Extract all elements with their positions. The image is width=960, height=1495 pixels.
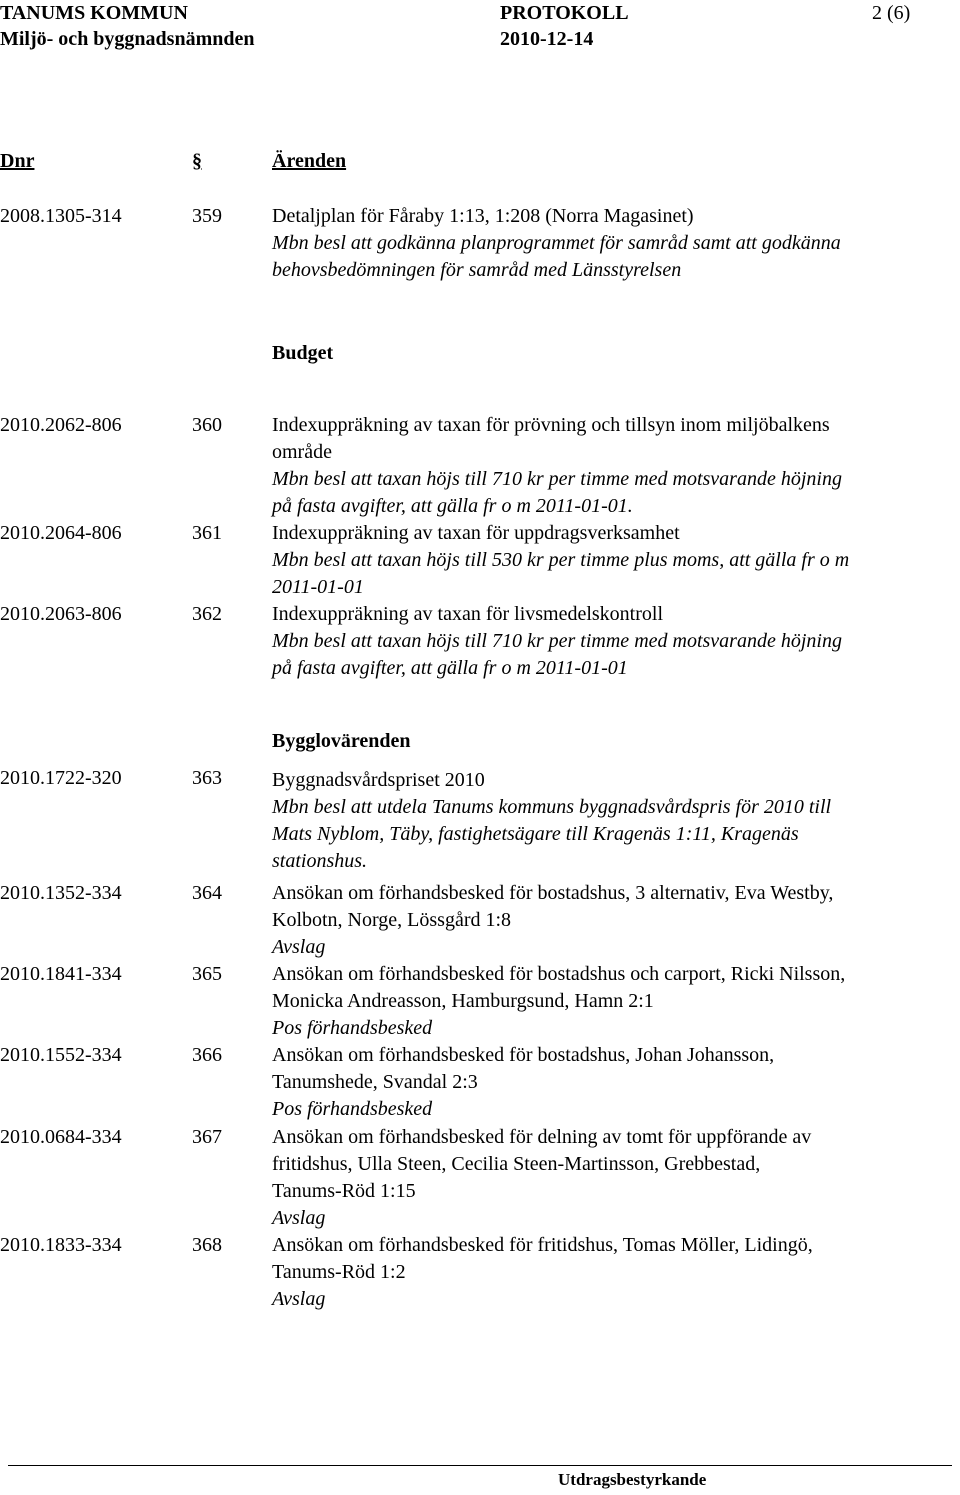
item-title: Tanums-Röd 1:2 — [272, 1261, 406, 1283]
footer-divider — [8, 1465, 952, 1466]
item-dnr: 2010.1841-334 — [0, 963, 122, 985]
item-dnr: 2010.1552-334 — [0, 1044, 122, 1066]
item-decision: Mbn besl att taxan höjs till 710 kr per timme med motsvarande höjning — [272, 468, 842, 490]
item-decision: stationshus. — [272, 850, 368, 872]
item-number: 364 — [192, 882, 222, 904]
item-decision: 2011-01-01 — [272, 576, 364, 598]
item-text — [272, 412, 960, 520]
item-number: 368 — [192, 1234, 222, 1256]
item-text — [272, 1232, 960, 1313]
item-decision: Avslag — [272, 936, 326, 958]
item-dnr: 2010.2062-806 — [0, 414, 122, 436]
item-title: Ansökan om förhandsbesked för bostadshus, 3 alternativ, Eva Westby, — [272, 882, 834, 904]
committee-name: Miljö- och byggnadsnämnden — [0, 28, 255, 50]
column-section: § — [192, 150, 202, 172]
footer-label: Utdragsbestyrkande — [558, 1470, 707, 1489]
item-dnr: 2010.1352-334 — [0, 882, 122, 904]
item-decision: på fasta avgifter, att gälla fr o m 2011-01-01. — [272, 495, 633, 517]
item-number: 365 — [192, 963, 222, 985]
item-decision: Mats Nyblom, Täby, fastighetsägare till Kragenäs 1:11, Kragenäs — [272, 823, 799, 845]
item-text — [272, 520, 960, 601]
item-decision: Pos förhandsbesked — [272, 1098, 433, 1120]
item-text — [272, 203, 960, 284]
item-decision: behovsbedömningen för samråd med Länsstyrelsen — [272, 259, 682, 281]
item-title: Byggnadsvårdspriset 2010 — [272, 769, 485, 791]
item-title: Indexuppräkning av taxan för uppdragsverksamhet — [272, 522, 680, 544]
item-decision: Pos förhandsbesked — [272, 1017, 433, 1039]
item-decision: Mbn besl att taxan höjs till 710 kr per timme med motsvarande höjning — [272, 630, 842, 652]
item-decision: Avslag — [272, 1207, 326, 1229]
item-title: Ansökan om förhandsbesked för fritidshus, Tomas Möller, Lidingö, — [272, 1234, 813, 1256]
item-number: 366 — [192, 1044, 222, 1066]
item-number: 360 — [192, 414, 222, 436]
item-decision: Mbn besl att utdela Tanums kommuns byggnadsvårdspris för 2010 till — [272, 796, 832, 818]
item-title: Ansökan om förhandsbesked för bostadshus, Johan Johansson, — [272, 1044, 775, 1066]
doc-type: PROTOKOLL — [500, 2, 629, 24]
item-dnr: 2010.2063-806 — [0, 603, 122, 625]
item-text — [272, 1042, 960, 1123]
meeting-date: 2010-12-14 — [500, 28, 594, 50]
item-dnr: 2010.0684-334 — [0, 1126, 122, 1148]
item-number: 367 — [192, 1126, 222, 1148]
column-dnr: Dnr — [0, 150, 35, 172]
item-title: Indexuppräkning av taxan för prövning och tillsyn inom miljöbalkens — [272, 414, 830, 436]
item-number: 359 — [192, 205, 222, 227]
item-title: fritidshus, Ulla Steen, Cecilia Steen-Martinsson, Grebbestad, — [272, 1153, 761, 1175]
item-text — [272, 880, 960, 961]
org-name: TANUMS KOMMUN — [0, 2, 188, 24]
item-dnr: 2010.1722-320 — [0, 767, 122, 789]
item-title: Kolbotn, Norge, Lössgård 1:8 — [272, 909, 512, 931]
item-decision: Mbn besl att godkänna planprogrammet för samråd samt att godkänna — [272, 232, 841, 254]
item-title: Tanums-Röd 1:15 — [272, 1180, 416, 1202]
item-text — [272, 601, 960, 682]
item-dnr: 2010.2064-806 — [0, 522, 122, 544]
item-decision: Mbn besl att taxan höjs till 530 kr per timme plus moms, att gälla fr o m — [272, 549, 850, 571]
item-title: område — [272, 441, 332, 463]
item-number: 363 — [192, 767, 222, 789]
item-dnr: 2008.1305-314 — [0, 205, 122, 227]
item-title: Tanumshede, Svandal 2:3 — [272, 1071, 478, 1093]
item-title: Ansökan om förhandsbesked för delning av tomt för uppförande av — [272, 1126, 812, 1148]
item-decision: på fasta avgifter, att gälla fr o m 2011-01-01 — [272, 657, 628, 679]
item-number: 362 — [192, 603, 222, 625]
column-arenden: Ärenden — [272, 150, 347, 172]
item-title: Monicka Andreasson, Hamburgsund, Hamn 2:1 — [272, 990, 654, 1012]
item-decision: Avslag — [272, 1288, 326, 1310]
item-dnr: 2010.1833-334 — [0, 1234, 122, 1256]
item-text — [272, 1124, 960, 1232]
item-text — [272, 961, 960, 1042]
item-text — [272, 767, 960, 875]
item-title: Indexuppräkning av taxan för livsmedelskontroll — [272, 603, 664, 625]
item-title: Detaljplan för Fåraby 1:13, 1:208 (Norra Magasinet) — [272, 205, 694, 227]
section-heading-bygglov: Bygglovärenden — [272, 730, 411, 752]
page-number: 2 (6) — [872, 2, 911, 24]
item-number: 361 — [192, 522, 222, 544]
item-title: Ansökan om förhandsbesked för bostadshus och carport, Ricki Nilsson, — [272, 963, 846, 985]
section-heading-budget: Budget — [272, 342, 334, 364]
